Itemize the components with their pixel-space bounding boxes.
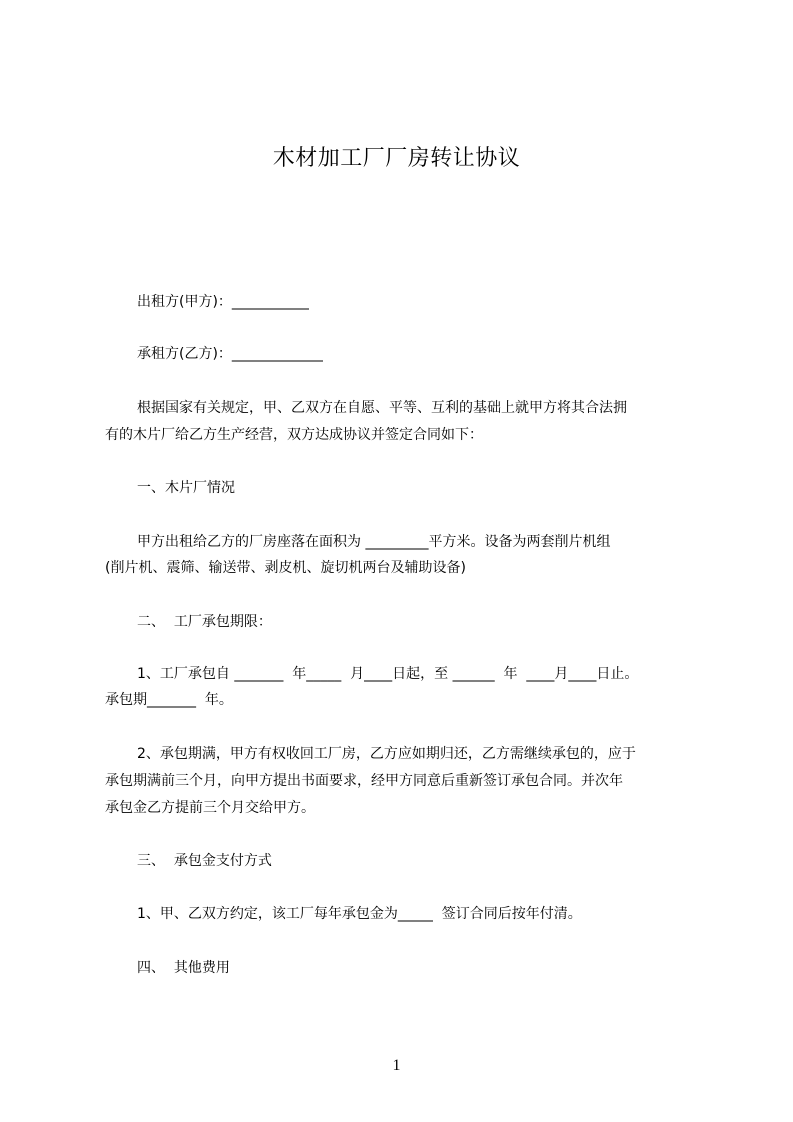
section-1-paragraph-line-2: (削片机、震筛、输送带、剥皮机、旋切机两台及辅助设备) bbox=[105, 560, 466, 576]
section-4-heading: 四、 其他费用 bbox=[137, 960, 230, 976]
section-3-item-1: 1、甲、乙双方约定，该工厂每年承包金为_____ 签订合同后按年付清。 bbox=[137, 906, 582, 922]
intro-paragraph-line-1: 根据国家有关规定，甲、乙双方在自愿、平等、互利的基础上就甲方将其合法拥 bbox=[137, 400, 627, 416]
lessee-line: 承租方(乙方)：_____________ bbox=[137, 346, 323, 362]
section-3-heading: 三、 承包金支付方式 bbox=[137, 853, 272, 869]
section-2-item-2-line-2: 承包期满前三个月，向甲方提出书面要求，经甲方同意后重新签订承包合同。并次年 bbox=[105, 773, 623, 789]
intro-paragraph-line-2: 有的木片厂给乙方生产经营，双方达成协议并签定合同如下： bbox=[105, 427, 483, 443]
lessor-line: 出租方(甲方)：___________ bbox=[137, 294, 309, 310]
section-2-item-2-line-3: 承包金乙方提前三个月交给甲方。 bbox=[105, 800, 315, 816]
section-2-heading: 二、 工厂承包期限： bbox=[137, 614, 272, 630]
document-title: 木材加工厂厂房转让协议 bbox=[272, 146, 521, 171]
section-1-heading: 一、木片厂情况 bbox=[137, 480, 235, 496]
section-2-item-1-line-2: 承包期_______ 年。 bbox=[105, 692, 233, 708]
section-2-item-2-line-1: 2、承包期满，甲方有权收回工厂房，乙方应如期归还，乙方需继续承包的，应于 bbox=[137, 746, 636, 762]
section-2-item-1-line-1: 1、工厂承包自 _______ 年_____ 月____日起，至 ______ 年 ____月____日止。 bbox=[137, 666, 639, 682]
section-1-paragraph-line-1: 甲方出租给乙方的厂房座落在面积为 _________平方米。设备为两套削片机组 bbox=[137, 534, 611, 550]
page-number: 1 bbox=[392, 1057, 401, 1074]
